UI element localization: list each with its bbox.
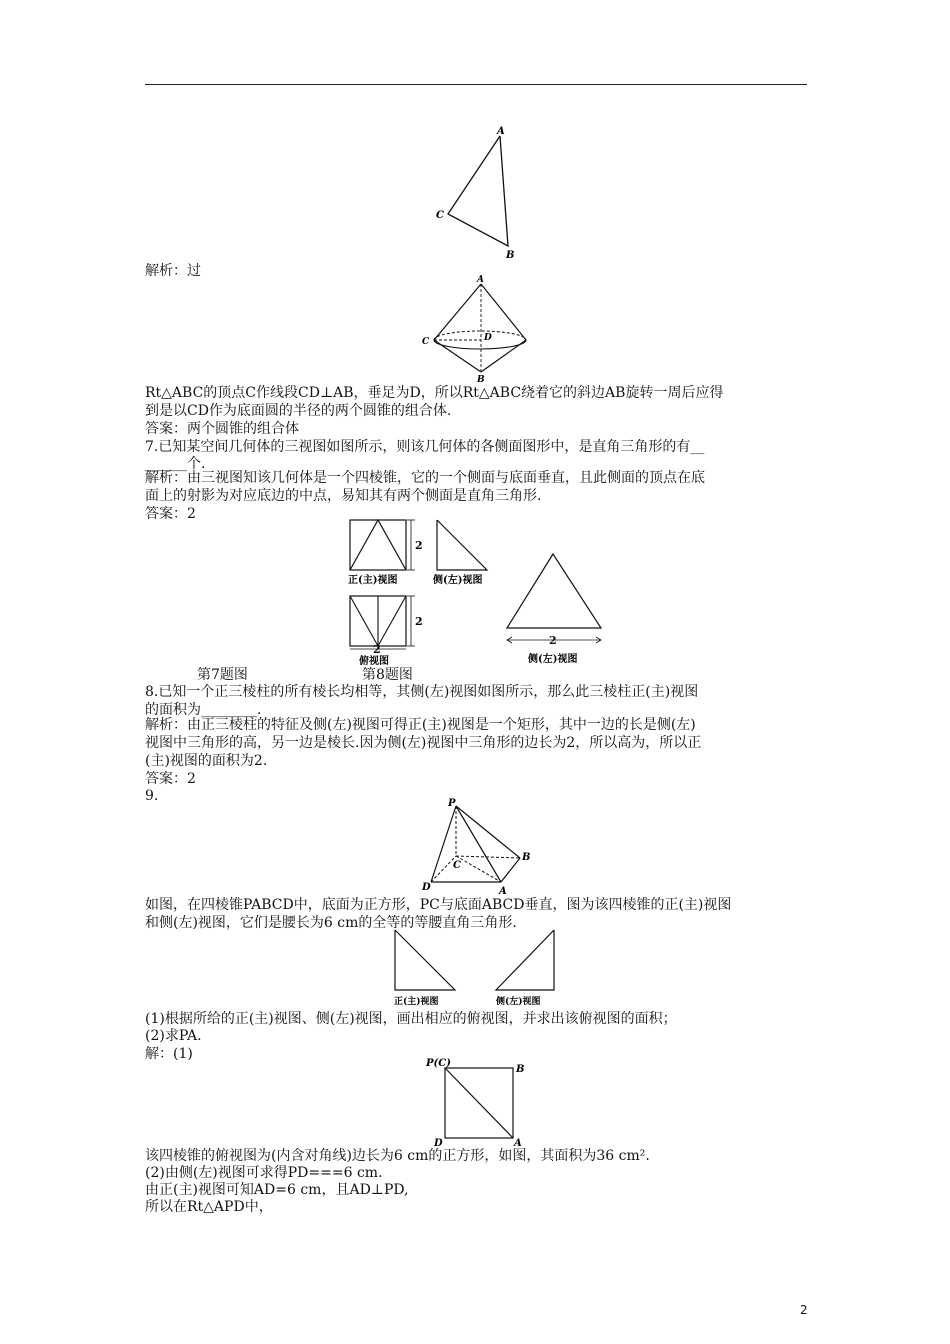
top-view-label: 俯视图 <box>359 656 389 667</box>
front-view-label: 正(主)视图 <box>348 575 398 586</box>
dim-2: 2 <box>415 539 423 552</box>
dim-2: 2 <box>415 615 423 628</box>
text-line: 解：(1) <box>145 1046 193 1062</box>
page-number: 2 <box>800 1303 808 1317</box>
double-cone-figure <box>418 272 538 384</box>
text-line: 答案：2 <box>145 506 196 522</box>
text-line: (1)根据所给的正(主)视图、侧(左)视图，画出相应的俯视图，并求出该俯视图的面积； <box>145 1011 677 1027</box>
label-d: D <box>484 333 492 343</box>
side-view-label: 侧(左)视图 <box>496 997 541 1007</box>
text-line: 如图，在四棱锥PABCD中，底面为正方形，PC与底面ABCD垂直，图为该四棱锥的正(主)视图 <box>145 897 732 913</box>
label-b: B <box>477 375 485 385</box>
text-line: 9. <box>145 788 159 804</box>
label-a: A <box>477 275 484 285</box>
top-view-square-figure <box>420 1052 530 1148</box>
text-line: 答案：2 <box>145 771 196 787</box>
text-line: 所以在Rt△APD中， <box>145 1199 273 1215</box>
text-line: 的面积为________. <box>145 702 262 718</box>
label-a: A <box>499 886 507 897</box>
fig7-three-views <box>345 518 505 668</box>
text-line: 由正(主)视图可知AD=6 cm，且AD⊥PD, <box>145 1182 409 1198</box>
text-line: 到是以CD作为底面圆的半径的两个圆锥的组合体. <box>145 403 452 419</box>
label-d: D <box>422 882 431 893</box>
text-line: (2)由侧(左)视图可求得PD===6 cm. <box>145 1165 383 1181</box>
header-rule <box>145 84 807 85</box>
label-p: P <box>448 798 456 809</box>
fig9-views <box>388 928 568 1008</box>
label-c: C <box>422 337 430 347</box>
text-line: 解析：由三视图知该几何体是一个四棱锥，它的一个侧面与底面垂直，且此侧面的顶点在底 <box>145 470 705 486</box>
triangle-abc-figure <box>430 122 530 262</box>
fig8-caption: 第8题图 <box>362 667 413 683</box>
text-line: 视图中三角形的高，另一边是棱长.因为侧(左)视图中三角形的边长为2，所以高为，所以正 <box>145 735 702 751</box>
label-c: C <box>436 210 444 221</box>
text-line: 解析：过 <box>145 263 201 279</box>
label-pc: P(C) <box>426 1058 451 1069</box>
label-a: A <box>514 1138 522 1149</box>
text-line: 7.已知某空间几何体的三视图如图所示，则该几何体的各侧面图形中，是直角三角形的有__ <box>145 439 705 455</box>
text-line: Rt△ABC的顶点C作线段CD⊥AB，垂足为D，所以Rt△ABC绕着它的斜边AB旋转一周后应得 <box>145 385 724 401</box>
label-b: B <box>506 250 515 261</box>
label-b: B <box>522 852 531 863</box>
text-line: 和侧(左)视图，它们是腰长为6 cm的全等的等腰直角三角形. <box>145 915 517 931</box>
text-line: 解析：由正三棱柱的特征及侧(左)视图可得正(主)视图是一个矩形，其中一边的长是侧(左) <box>145 717 696 733</box>
side-view-label: 侧(左)视图 <box>433 575 483 586</box>
pyramid-figure <box>416 796 536 898</box>
text-line: 8.已知一个正三棱柱的所有棱长均相等，其侧(左)视图如图所示，那么此三棱柱正(主)视图 <box>145 684 699 700</box>
side-view-label: 侧(左)视图 <box>528 654 578 665</box>
front-view-label: 正(主)视图 <box>394 997 439 1007</box>
text-line: 答案：两个圆锥的组合体 <box>145 421 299 437</box>
label-b: B <box>516 1064 525 1075</box>
text-line: 面上的射影为对应底边的中点，易知其有两个侧面是直角三角形. <box>145 488 542 504</box>
fig7-caption: 第7题图 <box>197 667 248 683</box>
text-line: 该四棱锥的俯视图为(内含对角线)边长为6 cm的正方形，如图，其面积为36 cm². <box>145 1148 650 1164</box>
text-line: (2)求PA. <box>145 1028 202 1044</box>
label-c: C <box>453 860 461 871</box>
fig8-side-view <box>500 548 610 668</box>
dim-2: 2 <box>373 643 381 656</box>
label-d: D <box>434 1138 443 1149</box>
dim-2: 2 <box>549 634 557 647</box>
text-line: ______个. <box>145 456 206 472</box>
text-line: (主)视图的面积为2. <box>145 753 268 769</box>
label-a: A <box>497 126 505 137</box>
